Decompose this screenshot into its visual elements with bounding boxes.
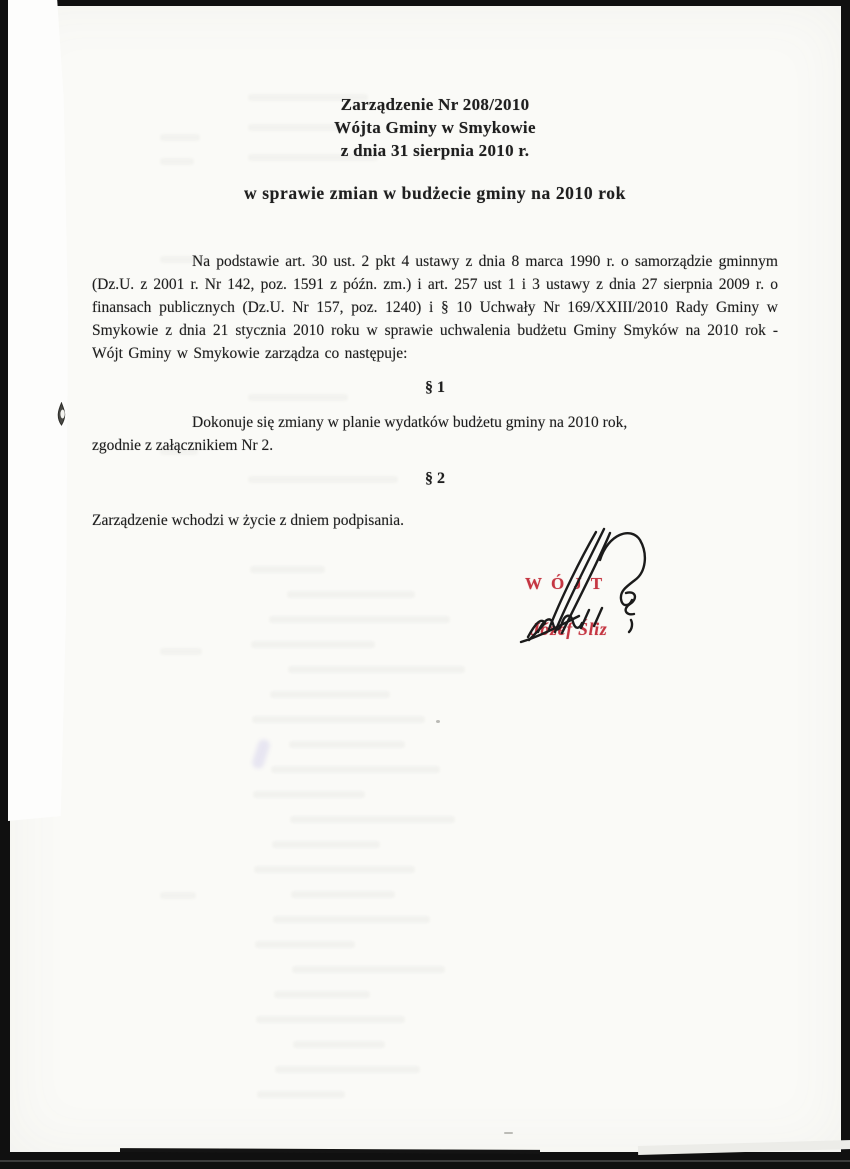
- signature-name: Józef Śliz: [531, 619, 608, 639]
- title-line-1: Zarządzenie Nr 208/2010: [340, 95, 530, 114]
- title-line-2: Wójta Gminy w Smykowie: [334, 118, 536, 137]
- section-2-heading: § 2: [425, 470, 445, 487]
- scanner-streak: [0, 1160, 850, 1162]
- scan-edge-irregularity: [120, 1148, 540, 1154]
- section-1-paragraph: [92, 411, 778, 457]
- section-1-line-2: zgodnie z załącznikiem Nr 2.: [92, 437, 274, 454]
- handwritten-signature: [505, 520, 685, 670]
- section-2-paragraph: Zarządzenie wchodzi w życie z dniem podpisania.: [92, 512, 405, 529]
- document-title: [92, 93, 778, 162]
- scan-speck: [436, 720, 440, 723]
- scan-speck: [504, 1132, 513, 1134]
- binding-mark: [54, 402, 69, 427]
- section-1-heading: § 1: [425, 379, 445, 396]
- section-1-line-1: Dokonuje się zmiany w planie wydatków budżetu gminy na 2010 rok,: [192, 414, 628, 431]
- signature-role-stamp: WÓJT: [525, 574, 612, 593]
- document-subject: w sprawie zmian w budżecie gminy na 2010 rok: [244, 183, 626, 203]
- ink-smudge: [251, 738, 272, 770]
- signature-block: [505, 520, 685, 670]
- page-sheet: [10, 6, 841, 1152]
- document-body: [92, 6, 778, 532]
- title-line-3: z dnia 31 sierpnia 2010 r.: [340, 141, 530, 160]
- preamble-paragraph: Na podstawie art. 30 ust. 2 pkt 4 ustawy z dnia 8 marca 1990 r. o samorządzie gminnym (Dz.U. z 2001 r. Nr 142, poz. 1591 z późn. zm.) i art. 257 ust 1 i 3 ustawy z dnia 27 sierpnia 2009 r. o finansach publicznych (Dz.U. Nr 157, poz. 1240) i § 10 Uchwały Nr 169/XXIII/2010 Rady Gminy w Smykowie z dnia 21 stycznia 2010 roku w sprawie uchwalenia budżetu Gminy Smyków na 2010 rok - Wójt Gminy w Smykowie zarządza co następuje:: [92, 253, 778, 362]
